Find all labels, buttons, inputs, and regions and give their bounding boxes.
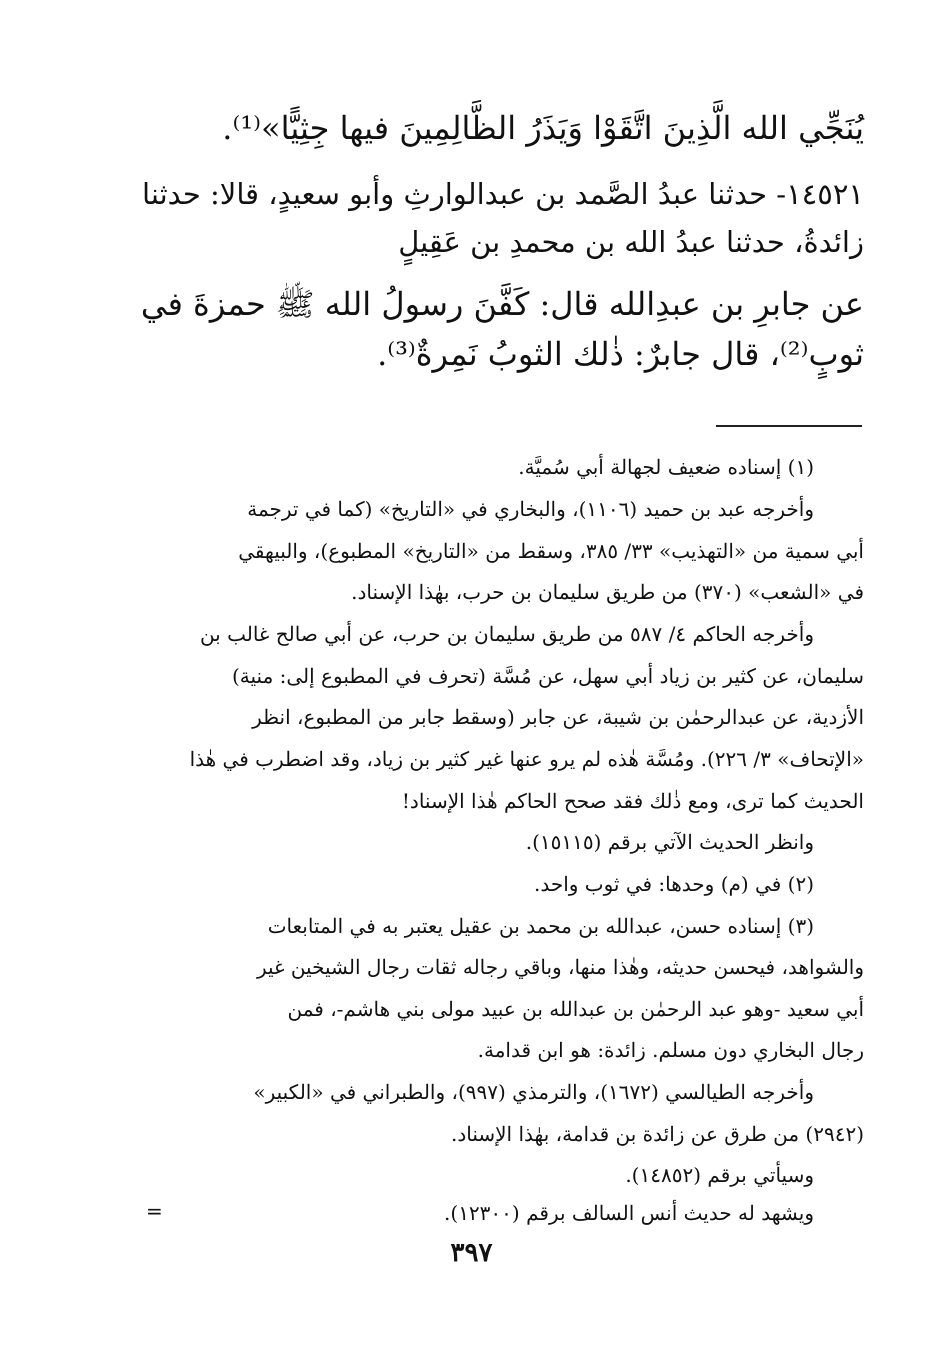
footnote-line: سليمان، عن كثير بن زياد أبي سهل، عن مُسَّة (تحرف في المطبوع إلى: منية) xyxy=(231,664,864,688)
page-number: ٣٩٧ xyxy=(450,1238,493,1268)
footnote-line: وأخرجه الطيالسي (١٦٧٢)، والترمذي (٩٩٧)، والطبراني في «الكبير» xyxy=(253,1080,814,1104)
footnote-line: وانظر الحديث الآتي برقم (١٥١١٥). xyxy=(525,830,814,854)
footnote-line: وأخرجه الحاكم ٤/ ٥٨٧ من طريق سليمان بن حرب، عن أبي صالح غالب بن xyxy=(199,622,814,646)
footnote-line: الأزدية، عن عبدالرحمٰن بن شيبة، عن جابر (وسقط جابر من المطبوع، انظر xyxy=(252,705,864,729)
footnote-line: في «الشعب» (٣٧٠) من طريق سليمان بن حرب، بهٰذا الإسناد. xyxy=(351,580,864,604)
hadith-matn-line-1: عن جابرِ بن عبدِالله قال: كَفَّنَ رسولُ الله ﷺ حمزةَ في xyxy=(140,285,864,323)
quran-verse-line: يُنَجِّي الله الَّذِينَ اتَّقَوْا وَيَذَرُ الظَّالِمِينَ فيها جِثِيًّا»⁽¹⁾. xyxy=(222,109,864,147)
footnote-line: رجال البخاري دون مسلم. زائدة: هو ابن قدامة. xyxy=(477,1038,864,1062)
footnote-line: (٢٩٤٢) من طرق عن زائدة بن قدامة، بهٰذا الإسناد. xyxy=(450,1122,864,1146)
footnote-line: أبي سعيد -وهو عبد الرحمٰن بن عبدالله بن عبيد مولى بني هاشم-، فمن xyxy=(287,997,864,1021)
hadith-matn-line-2: ثوبٍ⁽²⁾، قال جابرٌ: ذٰلك الثوبُ نَمِرةٌ⁽³⁾. xyxy=(377,335,864,373)
footnote-line: وأخرجه عبد بن حميد (١١٠٦)، والبخاري في «التاريخ» (كما في ترجمة xyxy=(247,497,814,521)
footnote-line: وسيأتي برقم (١٤٨٥٢). xyxy=(625,1163,814,1187)
footnote-line: (١) إسناده ضعيف لجهالة أبي سُميَّة. xyxy=(518,455,814,479)
footnote-line: أبي سمية من «التهذيب» ٣٣/ ٣٨٥، وسقط من «التاريخ» المطبوع)، والبيهقي xyxy=(238,539,864,563)
footnote-line: ويشهد له حديث أنس السالف برقم (١٢٣٠٠). xyxy=(444,1201,814,1225)
hadith-isnad-line-1: ١٤٥٢١- حدثنا عبدُ الصَّمد بن عبدالوارثِ وأبو سعيدٍ، قالا: حدثنا xyxy=(142,177,864,211)
footnote-line: الحديث كما ترى، ومع ذٰلك فقد صحح الحاكم هٰذا الإسناد! xyxy=(401,789,864,813)
footnote-line: والشواهد، فيحسن حديثه، وهٰذا منها، وباقي رجاله ثقات رجال الشيخين غير xyxy=(256,955,864,979)
footnote-separator xyxy=(716,425,862,427)
hadith-isnad-line-2: زائدةُ، حدثنا عبدُ الله بن محمدِ بن عَقِيلٍ xyxy=(398,225,864,259)
continuation-mark: = xyxy=(146,1199,163,1223)
footnote-line: (٣) إسناده حسن، عبدالله بن محمد بن عقيل يعتبر به في المتابعات xyxy=(267,914,814,938)
footnote-line: (٢) في (م) وحدها: في ثوب واحد. xyxy=(533,872,814,896)
footnote-line: «الإتحاف» ٣/ ٢٢٦). ومُسَّة هٰذه لم يرو عنها غير كثير بن زياد، وقد اضطرب في هٰذا xyxy=(189,747,864,771)
